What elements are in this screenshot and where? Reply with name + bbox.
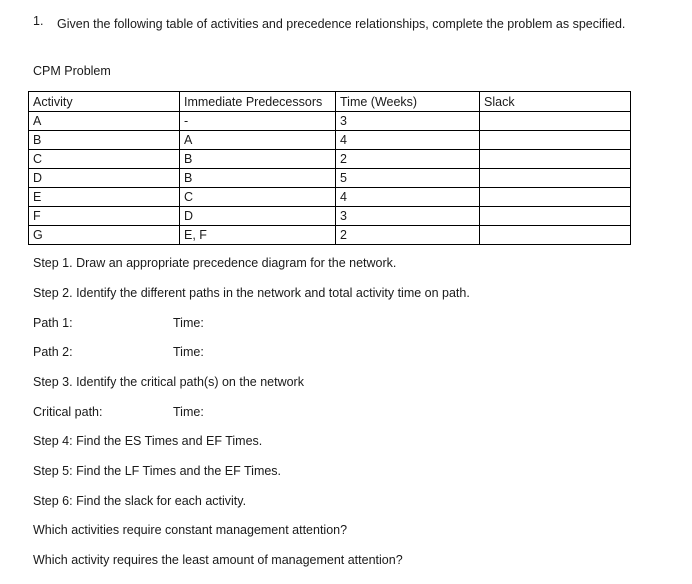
path-2-time: Time: (173, 345, 204, 359)
cell-time: 2 (336, 150, 480, 169)
cell-activity: F (29, 207, 180, 226)
cell-activity: D (29, 169, 180, 188)
cell-slack[interactable] (480, 226, 631, 245)
table-row (29, 112, 631, 131)
table-row (29, 188, 631, 207)
header-slack: Slack (480, 92, 631, 112)
step-4: Step 4: Find the ES Times and EF Times. (33, 434, 263, 448)
table-row (29, 169, 631, 188)
cell-predecessors: B (180, 150, 336, 169)
table-header-row (29, 92, 631, 112)
step-3: Step 3. Identify the critical path(s) on the network (33, 375, 304, 389)
cell-predecessors: D (180, 207, 336, 226)
cpm-table (28, 91, 631, 245)
cell-time: 5 (336, 169, 480, 188)
cell-time: 4 (336, 188, 480, 207)
critical-path-time: Time: (173, 405, 204, 419)
step-2: Step 2. Identify the different paths in the network and total activity time on path. (33, 286, 470, 300)
cell-predecessors: A (180, 131, 336, 150)
cell-predecessors: C (180, 188, 336, 207)
path-1-label: Path 1: (33, 316, 73, 330)
question-constant-attention: Which activities require constant management attention? (33, 523, 348, 537)
table-row (29, 131, 631, 150)
cell-slack[interactable] (480, 207, 631, 226)
header-activity: Activity (29, 92, 180, 112)
question-least-attention: Which activity requires the least amount of management attention? (33, 553, 403, 567)
cell-slack[interactable] (480, 188, 631, 207)
cell-activity: E (29, 188, 180, 207)
cell-activity: B (29, 131, 180, 150)
cell-slack[interactable] (480, 131, 631, 150)
table-row (29, 150, 631, 169)
cell-slack[interactable] (480, 169, 631, 188)
table-row (29, 207, 631, 226)
table-row (29, 226, 631, 245)
cell-predecessors: E, F (180, 226, 336, 245)
cell-predecessors: - (180, 112, 336, 131)
step-5: Step 5: Find the LF Times and the EF Times. (33, 464, 282, 478)
step-6: Step 6: Find the slack for each activity. (33, 494, 247, 508)
cell-slack[interactable] (480, 112, 631, 131)
header-time: Time (Weeks) (336, 92, 480, 112)
cell-time: 3 (336, 112, 480, 131)
cell-slack[interactable] (480, 150, 631, 169)
question-text: Given the following table of activities and precedence relationships, complete the problem as specified. (57, 17, 626, 31)
path-2-label: Path 2: (33, 345, 73, 359)
cell-time: 3 (336, 207, 480, 226)
question-number: 1. (33, 14, 44, 28)
critical-path-label: Critical path: (33, 405, 103, 419)
cell-time: 4 (336, 131, 480, 150)
cell-time: 2 (336, 226, 480, 245)
table-title: CPM Problem (33, 64, 111, 78)
cell-activity: C (29, 150, 180, 169)
cell-predecessors: B (180, 169, 336, 188)
cell-activity: A (29, 112, 180, 131)
step-1: Step 1. Draw an appropriate precedence diagram for the network. (33, 256, 397, 270)
path-1-time: Time: (173, 316, 204, 330)
header-predecessors: Immediate Predecessors (180, 92, 336, 112)
cell-activity: G (29, 226, 180, 245)
